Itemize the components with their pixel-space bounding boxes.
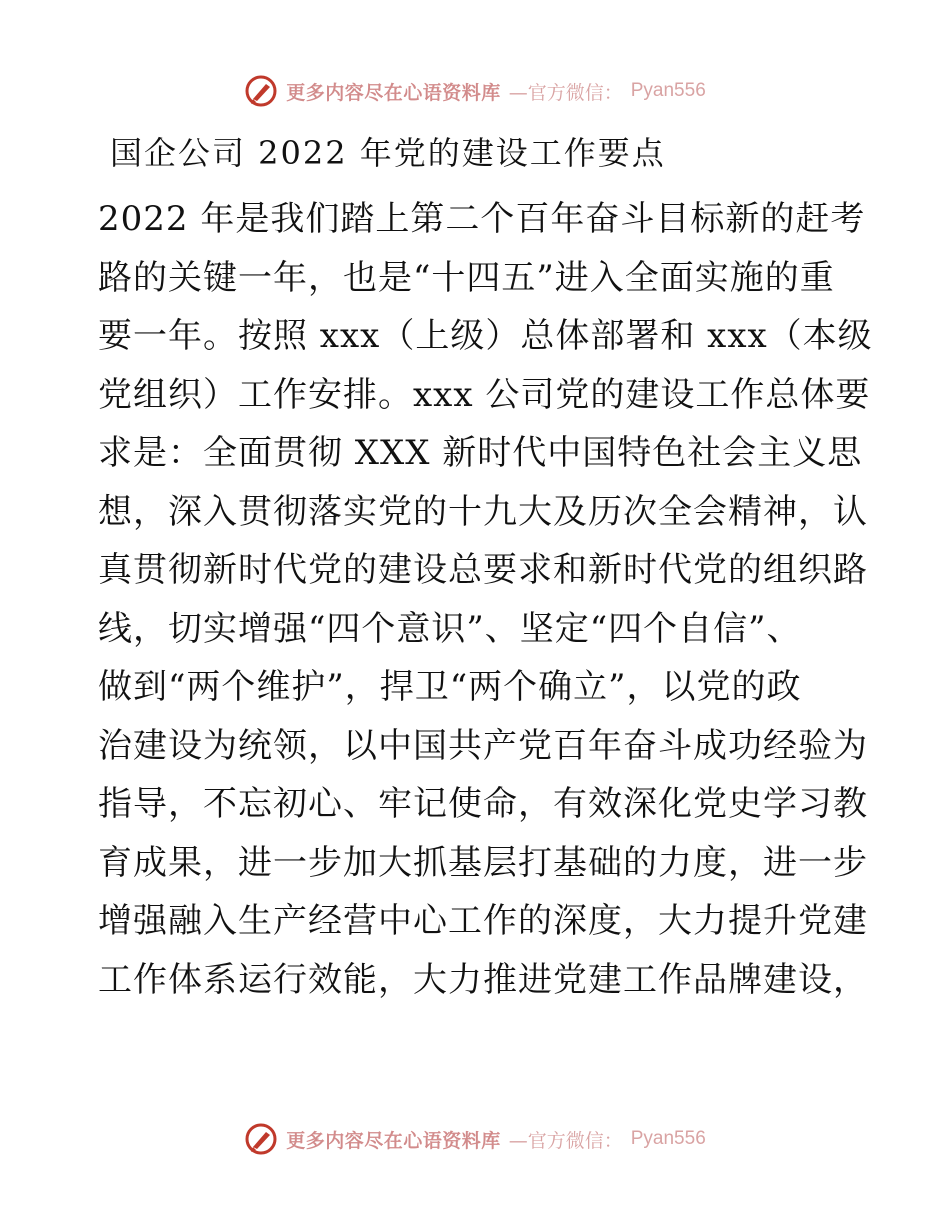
body-line: 路的关键一年，也是“十四五”进入全面实施的重: [98, 257, 835, 298]
pen-logo-icon: [244, 74, 278, 108]
body-line: 育成果，进一步加大抓基层打基础的力度，进一步: [98, 842, 868, 883]
banner-main-text: 更多内容尽在心语资料库: [286, 81, 501, 104]
banner-main-text: 更多内容尽在心语资料库: [286, 1129, 501, 1152]
body-line: 党组织）工作安排。xxx 公司党的建设工作总体要: [98, 374, 871, 415]
body-line: 增强融入生产经营中心工作的深度，大力提升党建: [98, 901, 868, 941]
banner-wechat-id: Pyan556: [630, 80, 706, 101]
pen-logo-icon: [244, 1122, 278, 1156]
banner-sub-text: —官方微信：: [508, 81, 623, 104]
body-line: 指导，不忘初心、牢记使命，有效深化党史学习教: [98, 784, 868, 824]
header-banner: [0, 74, 950, 108]
body-line: 2022 年是我们踏上第二个百年奋斗目标新的赶考: [98, 199, 866, 239]
body-line: 真贯彻新时代党的建设总要求和新时代党的组织路: [98, 550, 868, 590]
banner-sub-text: —官方微信：: [508, 1129, 623, 1152]
body-line: 想，深入贯彻落实党的十九大及历次全会精神，认: [98, 491, 868, 532]
body-line: 要一年。按照 xxx（上级）总体部署和 xxx（本级: [98, 316, 873, 356]
body-line: 工作体系运行效能，大力推进党建工作品牌建设，: [98, 959, 868, 1000]
body-line: 治建设为统领，以中国共产党百年奋斗成功经验为: [98, 725, 868, 766]
body-line: 线，切实增强“四个意识”、坚定“四个自信”、: [98, 608, 802, 649]
footer-banner: [0, 1122, 950, 1156]
body-line: 做到“两个维护”，捍卫“两个确立”，以党的政: [98, 667, 802, 707]
banner-wechat-id: Pyan556: [630, 1128, 706, 1149]
body-line: 求是：全面贯彻 XXX 新时代中国特色社会主义思: [98, 433, 863, 473]
document-title: 国企公司 2022 年党的建设工作要点: [110, 134, 666, 172]
document-body: [98, 190, 873, 1009]
